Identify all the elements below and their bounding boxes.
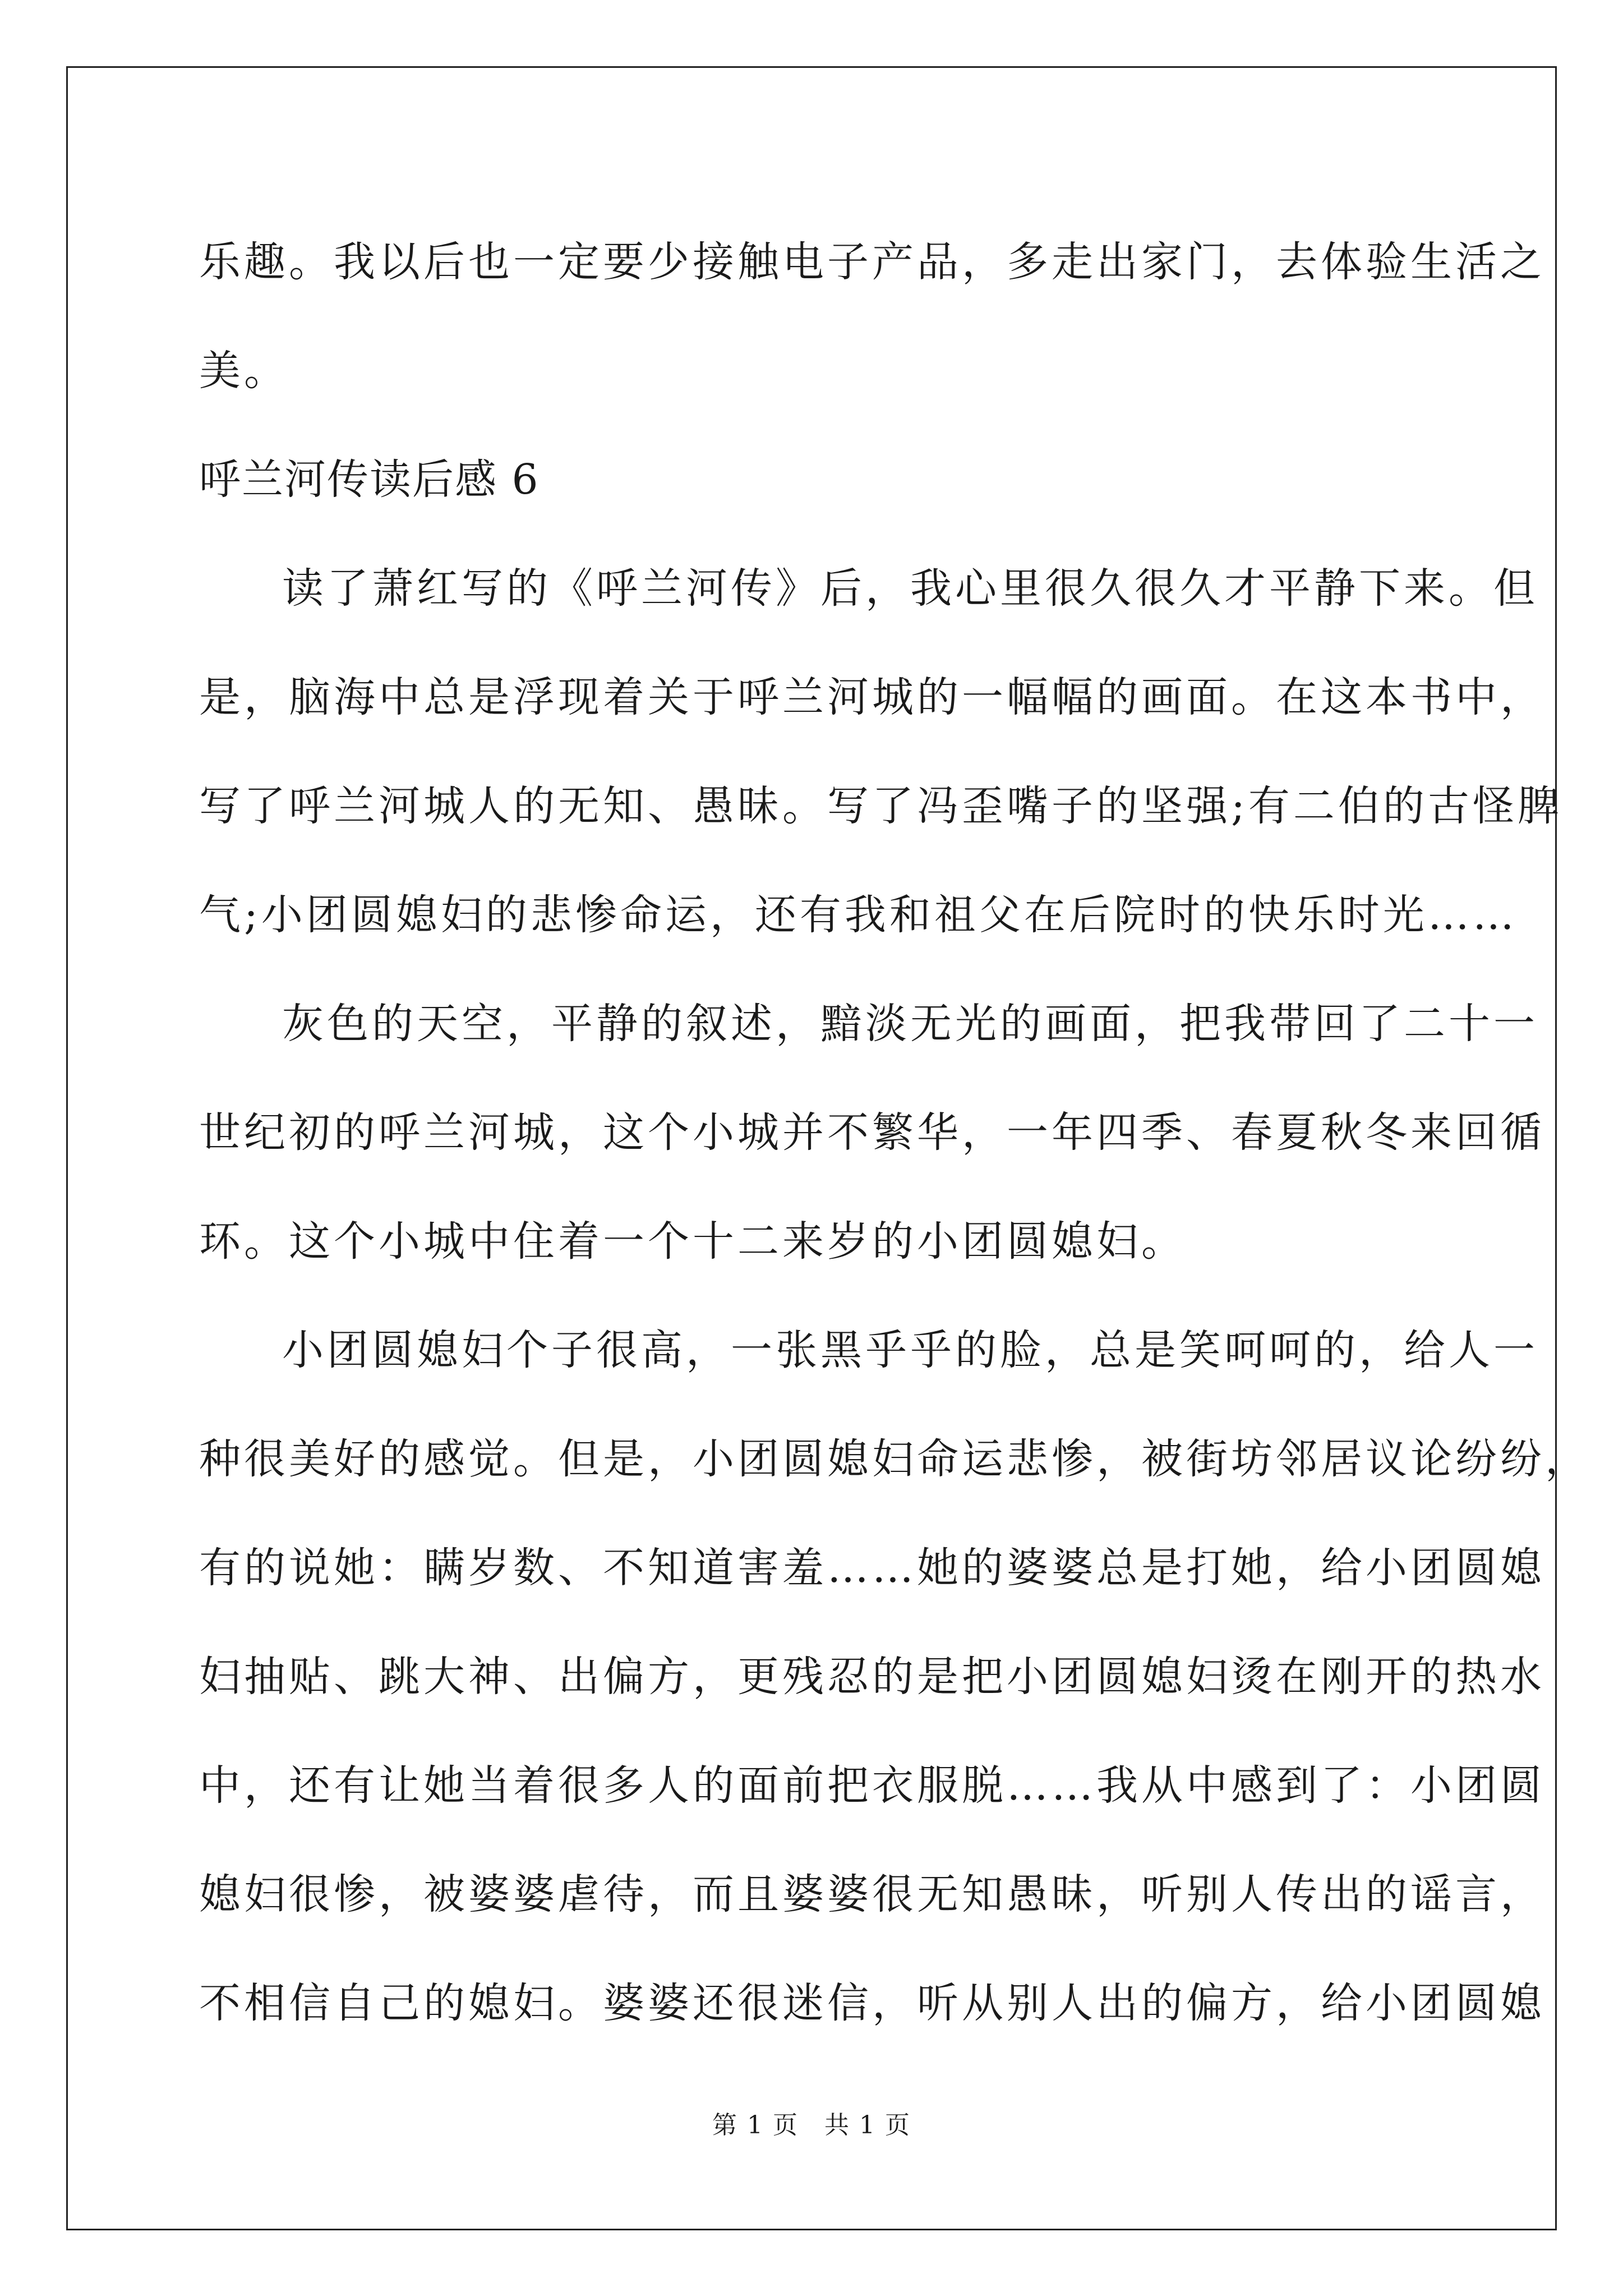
text-line: 美。	[199, 347, 289, 395]
document-body	[199, 208, 1590, 2058]
text-line: 写了呼兰河城人的无知、愚昧。写了冯歪嘴子的坚强;有二伯的古怪脾	[199, 782, 1562, 830]
text-line: 有的说她：瞒岁数、不知道害羞……她的婆婆总是打她，给小团圆媳	[199, 1544, 1545, 1592]
text-line: 气;小团圆媳妇的悲惨命运，还有我和祖父在后院时的快乐时光……	[199, 891, 1518, 939]
text-line: 是，脑海中总是浮现着关于呼兰河城的一幅幅的画面。在这本书中，	[199, 673, 1545, 721]
paragraph-first-line: 读了萧红写的《呼兰河传》后，我心里很久很久才平静下来。但	[282, 564, 1538, 613]
text-line: 环。这个小城中住着一个十二来岁的小团圆媳妇。	[199, 1217, 1186, 1266]
text-line: 乐趣。我以后也一定要少接触电子产品，多走出家门，去体验生活之	[199, 238, 1545, 286]
paragraph-first-line: 小团圆媳妇个子很高，一张黑乎乎的脸，总是笑呵呵的，给人一	[282, 1326, 1538, 1374]
paragraph-first-line: 灰色的天空，平静的叙述，黯淡无光的画面，把我带回了二十一	[282, 1000, 1538, 1048]
text-line: 不相信自己的媳妇。婆婆还很迷信，听从别人出的偏方，给小团圆媳	[199, 1979, 1545, 2027]
text-line: 种很美好的感觉。但是，小团圆媳妇命运悲惨，被街坊邻居议论纷纷，	[199, 1435, 1590, 1483]
text-line: 中，还有让她当着很多人的面前把衣服脱……我从中感到了：小团圆	[199, 1761, 1545, 1810]
page-footer: 第 1 页 共 1 页	[712, 2111, 911, 2139]
text-line: 媳妇很惨，被婆婆虐待，而且婆婆很无知愚昧，听别人传出的谣言，	[199, 1870, 1545, 1918]
section-heading: 呼兰河传读后感 6	[199, 455, 540, 504]
text-line: 世纪初的呼兰河城，这个小城并不繁华，一年四季、春夏秋冬来回循	[199, 1108, 1545, 1157]
text-line: 妇抽贴、跳大神、出偏方，更残忍的是把小团圆媳妇烫在刚开的热水	[199, 1653, 1545, 1701]
